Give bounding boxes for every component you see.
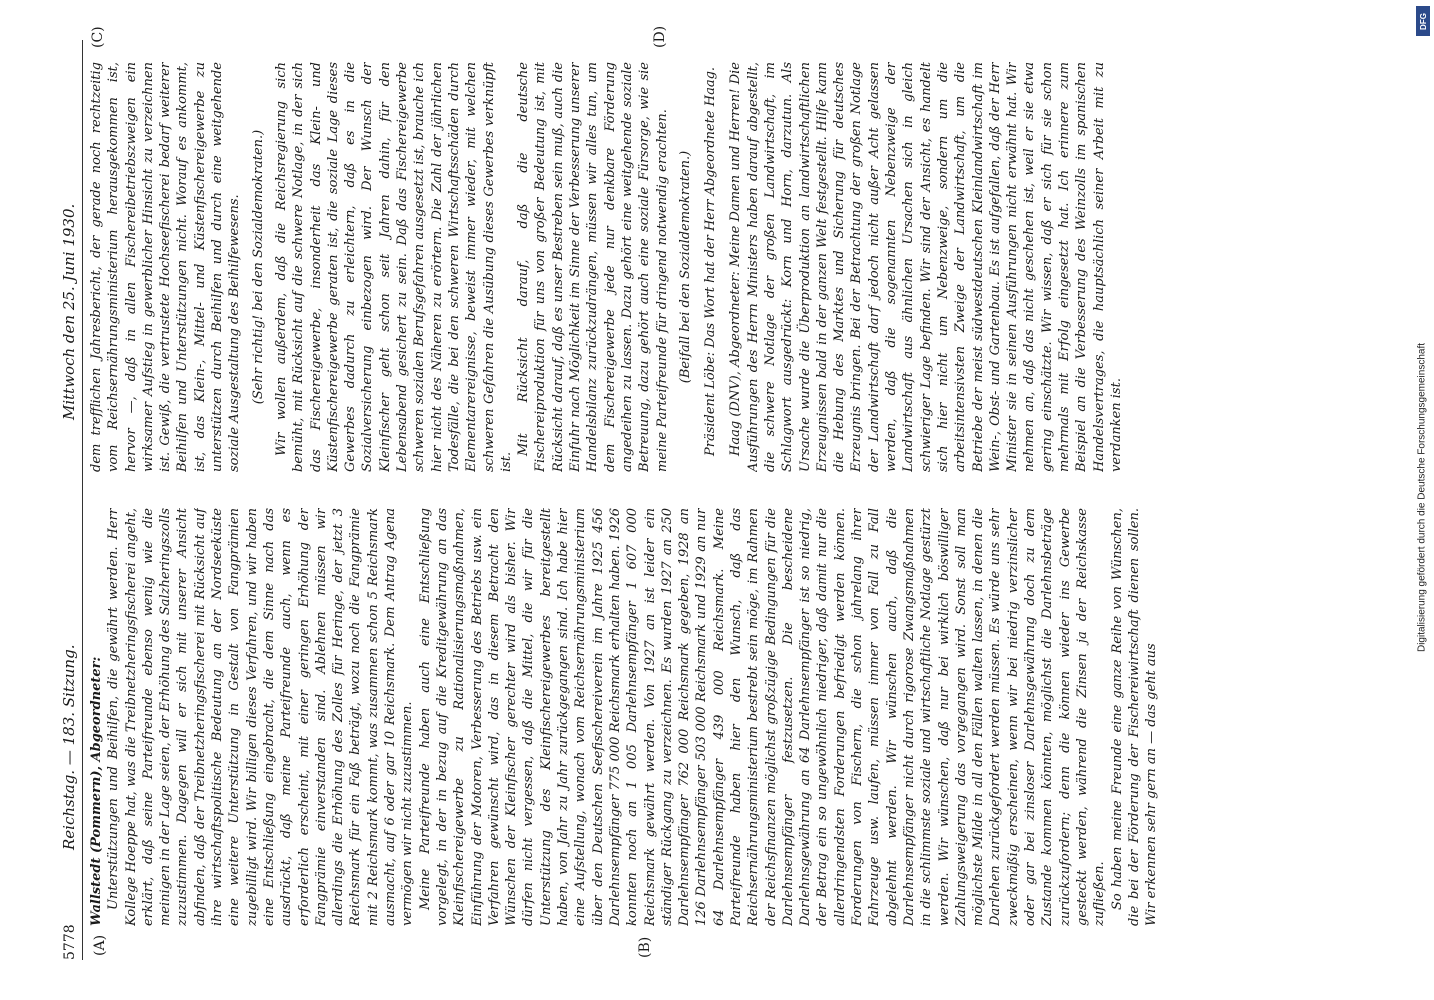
left-paragraph: So haben meine Freunde eine ganze Reihe von Wünschen, die bei der Förderung der Fischereiwirtschaft dienen sollen. Wir erkennen sehr gern an — das geht aus	[1109, 508, 1160, 926]
page-number: 5778	[62, 924, 78, 960]
rotated-document-page	[52, 25, 1382, 960]
session-title	[60, 450, 78, 890]
session-title-text: Reichstag. — 183. Sitzung.	[60, 644, 78, 850]
digitization-sidebar	[1410, 0, 1434, 1000]
left-text-column	[88, 508, 1382, 926]
digitization-credit: Digitalisierung gefördert durch die Deutsche Forschungsgemeinschaft	[1416, 342, 1428, 653]
margin-marker-b: (B)	[637, 936, 653, 958]
right-paragraph-normal: Mit Rücksicht darauf, daß die deutsche Fischereiproduktion für uns von großer Bedeutung ist, mit Rücksicht darauf, daß es unser Bestreben sein muß, auch die Einfuhr nach Möglichkeit im Sinne der Verbesserung unserer Handelsbilanz zurückzudrängen, müssen wir alles tun, um dem Fischereigewerbe jede nur denkbare Förderung angedeihen zu lassen. Dazu gehört eine weitgehende soziale Betreuung, dazu gehört auch eine soziale Fürsorge, wie sie meine Parteifreunde für dringend notwendig erachten.	[516, 62, 670, 472]
right-paragraph-president: Präsident Löbe: Das Wort hat der Herr Abgeordnete Haag.	[703, 66, 719, 456]
page-header	[52, 40, 83, 960]
left-paragraph: Meine Parteifreunde haben auch eine Entschließung vorgelegt, in der in bezug auf die Kreditgewährung an das Kleinfischereigewerbe zu Rationalisierungsmaßnahmen, Einführung der Motoren, Verbesserung des Betriebs usw. ein Verfahren gewünscht wird, das in diesem Betracht den Wünschen der Kleinfischer gerechter wird als bisher. Wir dürfen nicht vergessen, daß die Mittel, die wir für die Unterstützung des Kleinfischereigewerbes bereitgestellt haben, von Jahr zu Jahr zurückgegangen sind. Ich habe hier eine Aufstellung, wonach vom Reichsernährungsministerium über den Deutschen Seefischereiverein im Jahre 1925 456 Darlehnsempfänger 775 000 Reichsmark erhalten haben. 1926 konnten noch an 1 005 Darlehnsempfänger 1 607 000 Reichsmark gewährt werden. Von 1927 an ist leider ein ständiger Rückgang zu verzeichnen. Es wurden 1927 an 250 Darlehnsempfänger 762 000 Reichsmark gegeben, 1928 an 126 Darlehnsempfänger 503 000 Reichsmark und 1929 an nur 64 Darlehnsempfänger 439 000 Reichsmark. Meine Parteifreunde haben hier den Wunsch, daß das Reichsernährungsministerium bestrebt sein möge, im Rahmen der Reichsfinanzen möglichst großzügige Bedingungen für die Darlehnsempfänger festzusetzen. Die bescheidene Darlehnsgewährung an 64 Darlehnsempfänger ist so niedrig, der Betrag ein so ungewöhnlich niedriger, daß damit nur die allerdringendsten Forderungen befriedigt werden können. Forderungen von Fischern, die schon jahrelang ihrer Fahrzeuge usw. laufen, müssen immer von Fall zu Fall abgelehnt werden. Wir wünschen auch, daß die Darlehnsempfänger nicht durch rigorose Zwangsmaßnahmen in die schlimmste soziale und wirtschaftliche Notlage gestürzt werden. Wir wünschen, daß nur bei wirklich böswilliger Zahlungsweigerung das vorgegangen wird. Sonst soll man möglichste Milde in all den Fällen walten lassen, in denen die Darlehen zurückgefordert werden müssen. Es würde uns sehr zweckmäßig erscheinen, wenn wir bei niedrig verzinslicher oder gar bei zinsloser Darlehnsgewährung doch zu dem Zustande kommen könnten, möglichst die Darlehnsbeträge zurückzufordern; denn die können wieder ins Gewerbe gesteckt werden, während die Zinsen ja der Reichskasse zufließen.	[417, 508, 1108, 926]
right-paragraph-normal: Wir wollen außerdem, daß die Reichsregierung sich bemüht, mit Rücksicht auf die schwere Notlage, in der sich das Fischereigewerbe, insonderheit das Klein- und Küstenfischereigewerbe geraten ist, die soziale Lage dieses Gewerbes dadurch zu erleichtern, daß es in die Sozialversicherung einbezogen wird. Der Wunsch der Kleinfischer geht schon seit Jahren dahin, für den Lebensabend gesichert zu sein. Daß das Fischereigewerbe schweren sozialen Berufsgefahren ausgesetzt ist, brauche ich hier nicht des Näheren zu erörtern. Die Zahl der jährlichen Todesfälle, die bei den schweren Wirtschaftsschäden durch Elementarereignisse, beweist immer wieder, mit welchen schweren Gefahren die Ausübung dieses Gewerbes verknüpft ist.	[273, 62, 514, 472]
right-paragraph-noindent: dem trefflichen Jahresbericht, der gerade noch rechtzeitig vom Reichsernährungsministerium herausgekommen ist, hervor —, daß in allen Fischereibetriebszweigen ein wirksamer Aufstieg in gewerblicher Hinsicht zu verzeichnen ist. Gewiß, die vertrustete Hochseefischerei bedarf weiterer Beihilfen und Unterstützungen nicht. Worauf es ankommt, ist, das Klein-, Mittel- und Küstenfischereigewerbe zu unterstützen durch Beihilfen und durch eine weitgehende soziale Ausgestaltung des Beihilfewesens.	[89, 62, 243, 472]
left-paragraph: Unterstützungen und Beihilfen, die gewährt werden. Herr Kollege Hoeppe hat, was die Treibnetzheringsfischerei angeht, erklärt, daß seine Parteifreunde ebenso wenig wie die meinigen in der Lage seien, der Erhöhung des Salzheringszolls zuzustimmen. Dagegen will er sich mit unserer Ansicht abfinden, daß der Treibnetzheringsfischerei mit Rücksicht auf ihre wirtschaftspolitische Bedeutung an der Nordseeküste eine weitere Unterstützung in Gestalt von Fangprämien zugebilligt wird. Wir billigen dieses Verfahren, und wir haben eine Entschließung eingebracht, die dem Sinne nach das ausdrückt, daß meine Parteifreunde auch, wenn es erforderlich erscheint, mit einer geringen Erhöhung der Fangprämie einverstanden sind. Ablehnen müssen wir allerdings die Erhöhung des Zolles für Heringe, der jetzt 3 Reichsmark für ein Faß beträgt, wozu noch die Fangprämie mit 2 Reichsmark kommt, was zusammen schon 5 Reichsmark ausmacht, auf 6 oder gar 10 Reichsmark. Dem Antrag Agena vermögen wir nicht zuzustimmen.	[106, 508, 416, 926]
right-text-column	[88, 62, 1382, 472]
dfg-logo	[1416, 6, 1430, 36]
right-paragraph-center: (Beifall bei den Sozialdemokraten.)	[677, 150, 693, 384]
margin-marker-d: (D)	[652, 25, 668, 48]
right-paragraph-center: (Sehr richtig! bei den Sozialdemokraten.)	[250, 129, 266, 405]
dfg-logo-text: DFG	[1418, 12, 1428, 30]
right-paragraph-speaker: Haag (DNV), Abgeordneter: Meine Damen und Herren! Die Ausführungen des Herrn Ministers haben darauf abgestellt, die schwere Notlage der großen Landwirtschaft, im Schlagwort ausgedrückt: Korn und Horn, darzutun. Als Ursache wurde die Überproduktion an landwirtschaftlichen Erzeugnissen bald in der ganzen Welt festgestellt. Hilfe kann die Hebung des Marktes und Sicherung für deutsches Erzeugnis bringen. Bei der Betrachtung der großen Notlage der Landwirtschaft darf jedoch nicht außer Acht gelassen werden, daß die sogenannten Nebenzweige der Landwirtschaft aus ähnlichen Ursachen sich in gleich schwieriger Lage befinden. Wir sind der Ansicht, es handelt sich hier nicht um Nebenzweige, sondern um die arbeitsintensivsten Zweige der Landwirtschaft, um die Betriebe der meist südwestdeutschen Kleinlandwirtschaft im Wein-, Obst- und Gartenbau. Es ist aufgefallen, daß der Herr Minister sie in seinen Ausführungen nicht erwähnt hat. Wir nehmen an, daß das nicht geschehen ist, weil er sie etwa gering einschätzte. Wir wissen, daß er sich für sie schon mehrmals mit Erfolg eingesetzt hat. Ich erinnere zum Beispiel an die Verbesserung des Weinzolls im spanischen Handelsvertrages, die hauptsächlich seiner Arbeit mit zu verdanken ist.	[728, 62, 1124, 472]
left-paragraph: Wallstedt (Pommern), Abgeordneter:	[89, 656, 104, 926]
margin-marker-a: (A)	[92, 934, 108, 956]
margin-marker-c: (C)	[90, 26, 106, 48]
session-date: Mittwoch den 25. Juni 1930.	[60, 203, 78, 420]
